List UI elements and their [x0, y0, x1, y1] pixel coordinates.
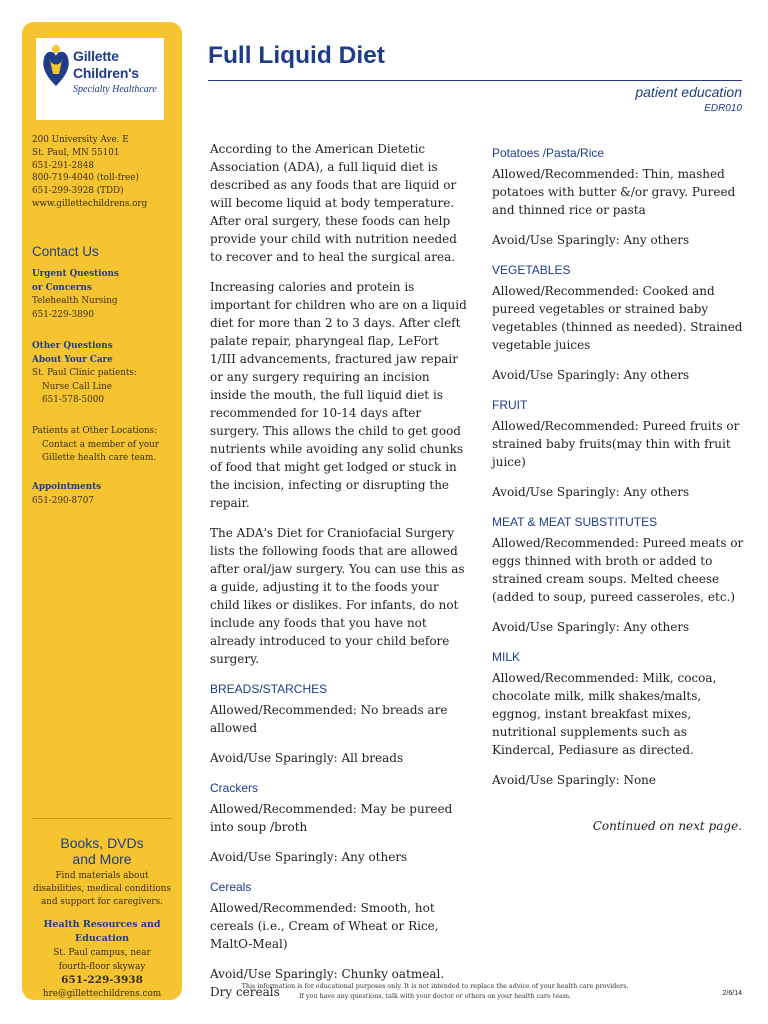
books-title-2: and More: [72, 851, 132, 867]
meat-avoid: Avoid/Use Sparingly: Any others: [492, 620, 690, 634]
books-title-1: Books, DVDs: [60, 835, 144, 851]
sidebar: [22, 22, 182, 1000]
address-block: [32, 134, 177, 211]
footer-line-1: This information is for educational purposes only. It is not intended to replace the advice of your health care providers.: [241, 982, 629, 990]
other-locations-block: [32, 425, 180, 466]
breads-allowed: Allowed/Recommended: No breads are allowed: [210, 703, 448, 735]
hr-title-2: Education: [75, 933, 129, 944]
footer-date: 2/6/14: [722, 990, 742, 997]
logo-text-specialty: Specialty Healthcare: [73, 84, 157, 95]
cereals-allowed: Allowed/Recommended: Smooth, hot cereals (i.e., Cream of Wheat or Rice, MaltO-Meal): [210, 901, 439, 951]
fruit-allowed: Allowed/Recommended: Pureed fruits or strained baby fruits(may thin with fruit juice): [492, 419, 740, 469]
website-link[interactable]: www.gillettechildrens.org: [32, 198, 148, 209]
address-street: 200 University Ave. E: [32, 135, 129, 145]
urgent-questions-block: [32, 268, 180, 322]
patient-education-label: patient education: [635, 84, 742, 100]
continued-note: Continued on next page.: [592, 819, 742, 833]
urgent-heading-1: Urgent Questions: [32, 269, 119, 279]
books-desc-2: disabilities, medical conditions: [33, 884, 171, 894]
appointments-block: [32, 481, 180, 508]
patients-line-1: Patients at Other Locations:: [32, 426, 158, 436]
potatoes-avoid: Avoid/Use Sparingly: Any others: [492, 233, 690, 247]
urgent-line-1: Telehealth Nursing: [32, 296, 118, 306]
other-line-1: St. Paul Clinic patients:: [32, 368, 137, 378]
urgent-heading-2: or Concerns: [32, 282, 92, 293]
section-heading-crackers: Crackers: [210, 781, 259, 795]
meat-allowed: Allowed/Recommended: Pureed meats or eggs thinned with broth or added to strained cream soups. Melted cheese (added to soup, pureed casseroles, etc.): [492, 536, 744, 604]
hr-phone[interactable]: 651-229-3938: [61, 974, 143, 986]
address-phone[interactable]: 651-291-2848: [32, 160, 94, 171]
page-title: Full Liquid Diet: [208, 42, 385, 69]
hr-line-1: St. Paul campus, near: [53, 948, 151, 958]
books-desc-1: Find materials about: [55, 871, 149, 881]
other-heading-2: About Your Care: [32, 354, 113, 365]
section-heading-milk: MILK: [492, 650, 521, 664]
urgent-phone[interactable]: 651-229-3890: [32, 309, 94, 320]
breads-avoid: Avoid/Use Sparingly: All breads: [210, 751, 404, 765]
crackers-avoid: Avoid/Use Sparingly: Any others: [210, 850, 408, 864]
books-description: [28, 870, 176, 909]
heart-person-logo-icon: [40, 44, 72, 88]
other-phone[interactable]: 651-578-5000: [42, 395, 104, 405]
appointments-phone[interactable]: 651-290-8707: [32, 495, 94, 506]
section-heading-vegetables: VEGETABLES: [492, 263, 571, 277]
content-column-left: [210, 140, 468, 1013]
section-heading-cereals: Cereals: [210, 880, 252, 894]
footer-disclaimer: [200, 982, 670, 1001]
hr-title-1: Health Resources and: [43, 919, 161, 930]
hr-line-2: fourth-floor skyway: [58, 961, 146, 972]
address-tdd[interactable]: 651-299-3928 (TDD): [32, 186, 124, 197]
appointments-heading: Appointments: [32, 482, 102, 492]
footer-line-2: If you have any questions, talk with your doctor or others on your health care team.: [298, 991, 572, 1000]
intro-paragraph-2: Increasing calories and protein is important for children who are on a liquid diet for more than 2 to 3 days. After cleft palate repair, pharyngeal flap, LeFort 1/III advancements, fractured jaw repair or any surgery requiring an incision inside the mouth, the full liquid diet is recommended for 10-14 days after surgery. This allows the child to get good nutrients while avoiding any solid chunks of food that might get lodged or stuck in the incision, infecting or disrupting the repair.: [210, 280, 467, 510]
patients-line-3: Gillette health care team.: [42, 453, 157, 463]
milk-allowed: Allowed/Recommended: Milk, cocoa, chocolate milk, milk shakes/malts, eggnog, instant breakfast mixes, nutritional supplements such as Kindercal, Pediasure as directed.: [492, 671, 717, 757]
section-heading-breads: BREADS/STARCHES: [210, 682, 328, 696]
cereals-avoid: Avoid/Use Sparingly: Chunky oatmeal. Dry cereals: [210, 967, 445, 999]
vegetables-allowed: Allowed/Recommended: Cooked and pureed vegetables or strained baby vegetables (thinned as needed). Strained vegetable juices: [492, 284, 743, 352]
books-desc-3: and support for caregivers.: [41, 897, 163, 907]
patients-line-2: Contact a member of your: [42, 439, 159, 450]
gillette-logo[interactable]: [36, 38, 164, 120]
potatoes-allowed: Allowed/Recommended: Thin, mashed potatoes with butter &/or gravy. Pureed and thinned rice or pasta: [492, 167, 736, 217]
logo-text-childrens: Children's: [73, 65, 139, 81]
fruit-avoid: Avoid/Use Sparingly: Any others: [492, 485, 690, 499]
address-tollfree[interactable]: 800-719-4040 (toll-free): [32, 173, 139, 184]
hr-email-link[interactable]: hre@gillettechildrens.com: [42, 988, 162, 999]
other-line-2: Nurse Call Line: [42, 381, 113, 392]
other-heading-1: Other Questions: [32, 341, 113, 351]
vegetables-avoid: Avoid/Use Sparingly: Any others: [492, 368, 690, 382]
crackers-allowed: Allowed/Recommended: May be pureed into soup /broth: [210, 802, 453, 834]
books-dvds-heading: [22, 835, 182, 867]
intro-paragraph-3: The ADA's Diet for Craniofacial Surgery lists the following foods that are allowed after oral/jaw surgery. You can use this as a guide, adjusting it to the foods your child likes or dislikes. For infants, do not include any foods that you have not already introduced to your child before surgery.: [210, 526, 465, 666]
milk-avoid: Avoid/Use Sparingly: None: [492, 773, 657, 787]
address-city: St. Paul, MN 55101: [32, 147, 120, 158]
section-heading-meat: MEAT & MEAT SUBSTITUTES: [492, 515, 658, 529]
intro-paragraph-1: According to the American Dietetic Association (ADA), a full liquid diet is described as any foods that are liquid or will become liquid at body temperature. After oral surgery, these foods can help provide your child with nutrition needed to recover and to heal the surgical area.: [210, 142, 457, 264]
logo-text-gillette: Gillette: [73, 48, 119, 64]
health-resources-details: [28, 947, 176, 1001]
document-code: EDR010: [704, 103, 742, 114]
other-questions-block: [32, 340, 180, 408]
contact-us-heading: Contact Us: [32, 244, 99, 259]
health-resources-heading: [28, 918, 176, 946]
header-divider: [208, 80, 742, 81]
section-heading-potatoes: Potatoes /Pasta/Rice: [492, 146, 605, 160]
content-column-right: [492, 142, 744, 801]
section-heading-fruit: FRUIT: [492, 398, 528, 412]
sidebar-divider: [32, 818, 172, 819]
